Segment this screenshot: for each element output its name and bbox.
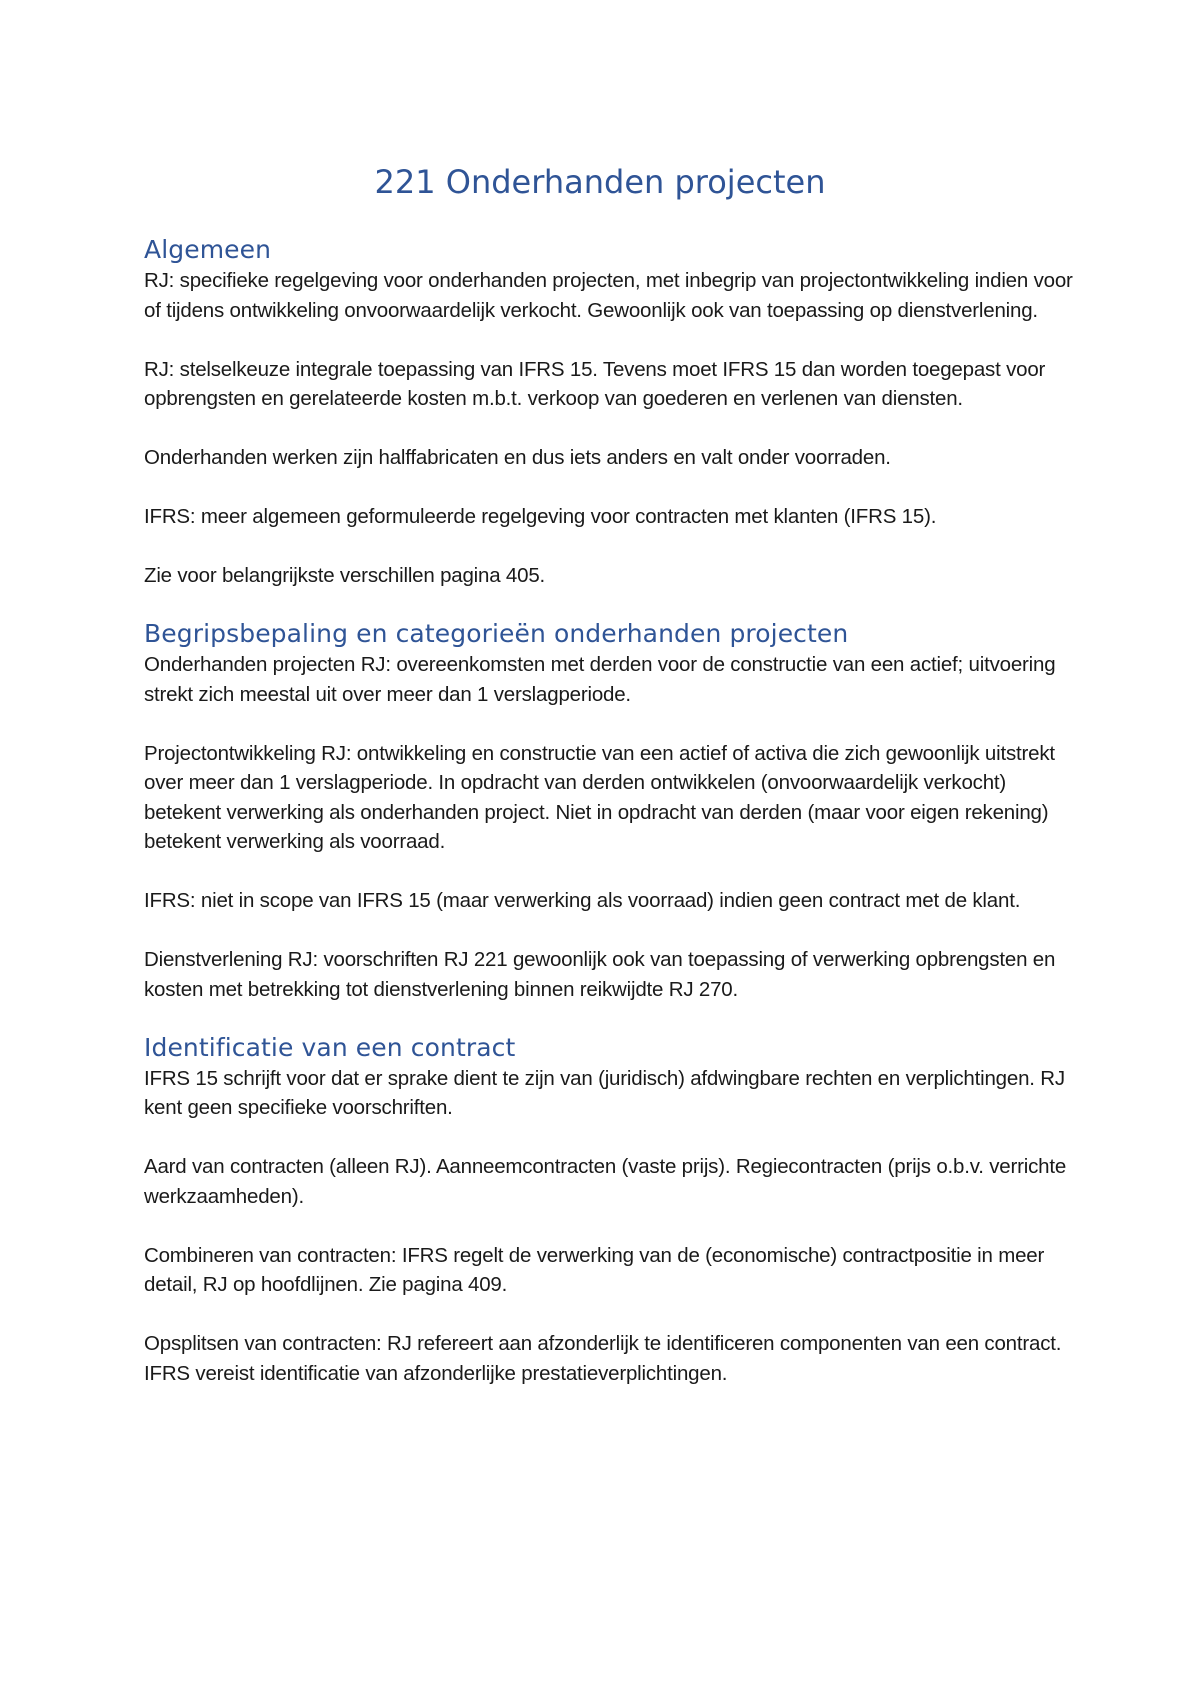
section-heading: Begripsbepaling en categorieën onderhanden projecten <box>144 619 849 648</box>
paragraph: Aard van contracten (alleen RJ). Aanneemcontracten (vaste prijs). Regiecontracten (prijs o.b.v. verrichte werkzaamheden). <box>144 1155 1067 1208</box>
section-begripsbepaling <box>144 618 1074 1004</box>
page-title: 221 Onderhanden projecten <box>374 163 826 201</box>
paragraph: Combineren van contracten: IFRS regelt de verwerking van de (economische) contractpositie in meer detail, RJ op hoofdlijnen. Zie pagina 409. <box>144 1243 1045 1296</box>
paragraph: IFRS 15 schrijft voor dat er sprake dient te zijn van (juridisch) afdwingbare rechten en verplichtingen. RJ kent geen specifieke voorschriften. <box>144 1066 1065 1119</box>
paragraph: RJ: stelselkeuze integrale toepassing van IFRS 15. Tevens moet IFRS 15 dan worden toegepast voor opbrengsten en gerelateerde kosten m.b.t. verkoop van goederen en verlenen van diensten. <box>144 357 1046 410</box>
paragraph: Projectontwikkeling RJ: ontwikkeling en constructie van een actief of activa die zich gewoonlijk uitstrekt over meer dan 1 verslagperiode. In opdracht van derden ontwikkelen (onvoorwaardelijk verkocht) betekent verwerking als onderhanden project. Niet in opdracht van derden (maar voor eigen rekening) betekent verwerking als voorraad. <box>144 741 1055 853</box>
section-heading: Algemeen <box>144 235 272 264</box>
paragraph: Zie voor belangrijkste verschillen pagina 405. <box>144 564 546 587</box>
paragraph: IFRS: meer algemeen geformuleerde regelgeving voor contracten met klanten (IFRS 15). <box>144 505 937 528</box>
section-identificatie <box>144 1032 1074 1389</box>
paragraph: Opsplitsen van contracten: RJ refereert aan afzonderlijk te identificeren componenten van een contract. IFRS vereist identificatie van afzonderlijke prestatieverplichtingen. <box>144 1332 1062 1385</box>
section-algemeen <box>144 234 1074 591</box>
paragraph: Onderhanden projecten RJ: overeenkomsten met derden voor de constructie van een actief; uitvoering strekt zich meestal uit over meer dan 1 verslagperiode. <box>144 653 1056 706</box>
document-body <box>144 234 1074 1418</box>
paragraph: IFRS: niet in scope van IFRS 15 (maar verwerking als voorraad) indien geen contract met de klant. <box>144 889 1021 912</box>
paragraph: RJ: specifieke regelgeving voor onderhanden projecten, met inbegrip van projectontwikkeling indien voor of tijdens ontwikkeling onvoorwaardelijk verkocht. Gewoonlijk ook van toepassing op dienstverlening. <box>144 269 1073 322</box>
section-heading: Identificatie van een contract <box>144 1032 516 1062</box>
paragraph: Dienstverlening RJ: voorschriften RJ 221 gewoonlijk ook van toepassing of verwerking opbrengsten en kosten met betrekking tot dienstverlening binnen reikwijdte RJ 270. <box>144 948 1056 1001</box>
paragraph: Onderhanden werken zijn halffabricaten en dus iets anders en valt onder voorraden. <box>144 446 891 469</box>
